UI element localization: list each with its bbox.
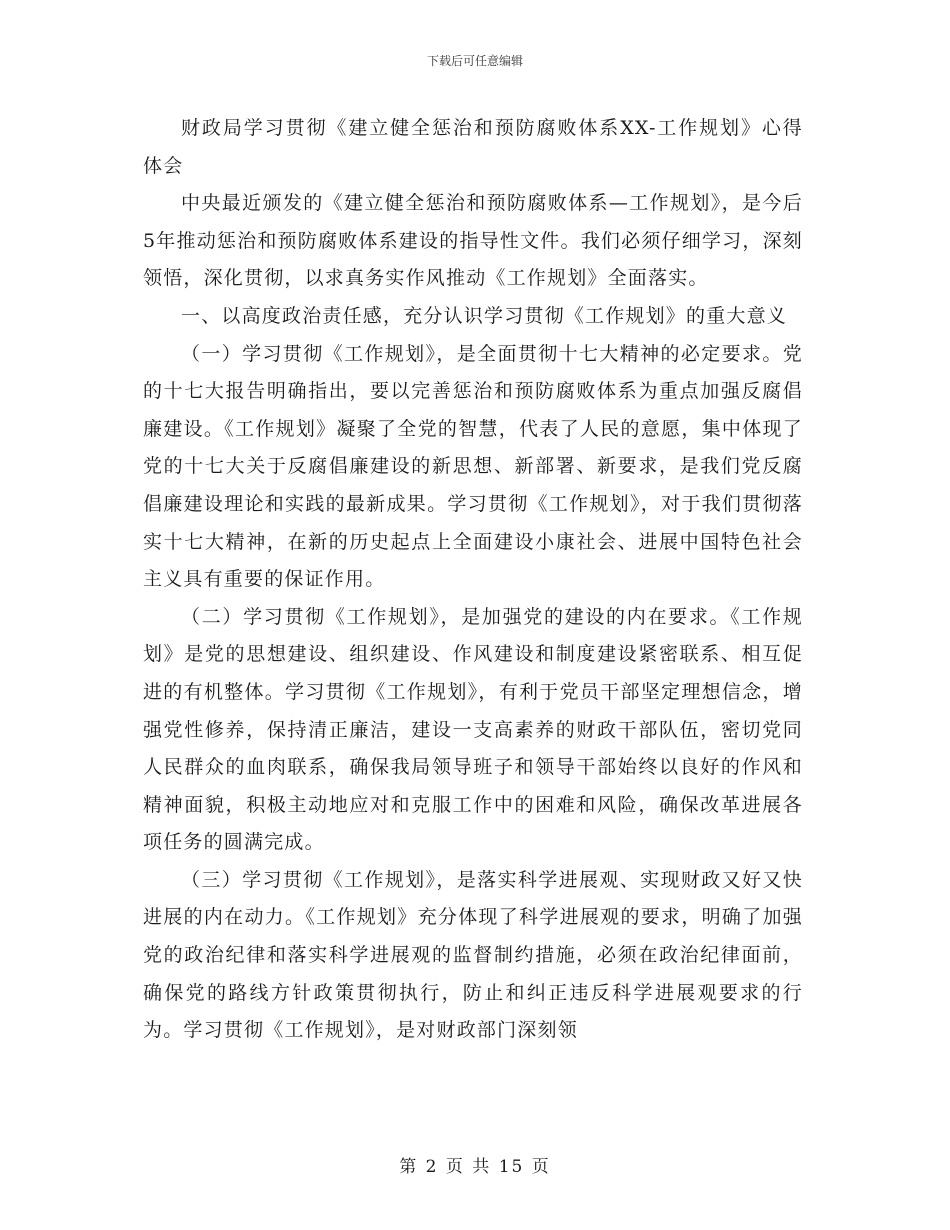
paragraph-point-3: （三）学习贯彻《工作规划》，是落实科学进展观、实现财政又好又快进展的内在动力。《工作规划》充分体现了科学进展观的要求，明确了加强党的政治纪律和落实科学进展观的监督制约措施，必须在政治纪律面前，确保党的路线方针政策贯彻执行，防止和纠正违反科学进展观要求的行为。学习贯彻《工作规划》，是对财政部门深刻领	[143, 868, 803, 1042]
header-note: 下载后可任意编辑	[426, 54, 523, 68]
paragraph-point-2: （二）学习贯彻《工作规划》，是加强党的建设的内在要求。《工作规划》是党的思想建设、组织建设、作风建设和制度建设紧密联系、相互促进的有机整体。学习贯彻《工作规划》，有利于党员干部坚定理想信念，增强党性修养，保持清正廉洁，建设一支高素养的财政干部队伍，密切党同人民群众的血肉联系，确保我局领导班子和领导干部始终以良好的作风和精神面貌，积极主动地应对和克服工作中的困难和风险，确保改革进展各项任务的圆满完成。	[143, 605, 803, 854]
paragraph-intro: 中央最近颁发的《建立健全惩治和预防腐败体系—工作规划》，是今后5年推动惩治和预防腐败体系建设的指导性文件。我们必须仔细学习，深刻领悟，深化贯彻，以求真务实作风推动《工作规划》全面落实。	[143, 192, 803, 290]
document-body	[143, 110, 803, 1050]
paragraph-point-1: （一）学习贯彻《工作规划》，是全面贯彻十七大精神的必定要求。党的十七大报告明确指出，要以完善惩治和预防腐败体系为重点加强反腐倡廉建设。《工作规划》凝聚了全党的智慧，代表了人民的意愿，集中体现了党的十七大关于反腐倡廉建设的新思想、新部署、新要求，是我们党反腐倡廉建设理论和实践的最新成果。学习贯彻《工作规划》，对于我们贯彻落实十七大精神，在新的历史起点上全面建设小康社会、进展中国特色社会主义具有重要的保证作用。	[143, 342, 803, 591]
document-title: 财政局学习贯彻《建立健全惩治和预防腐败体系XX-工作规划》心得体会	[143, 117, 803, 177]
page-number-footer: 第 2 页 共 15 页	[399, 1157, 551, 1177]
section-heading-1: 一、以高度政治责任感，充分认识学习贯彻《工作规划》的重大意义	[181, 304, 788, 327]
